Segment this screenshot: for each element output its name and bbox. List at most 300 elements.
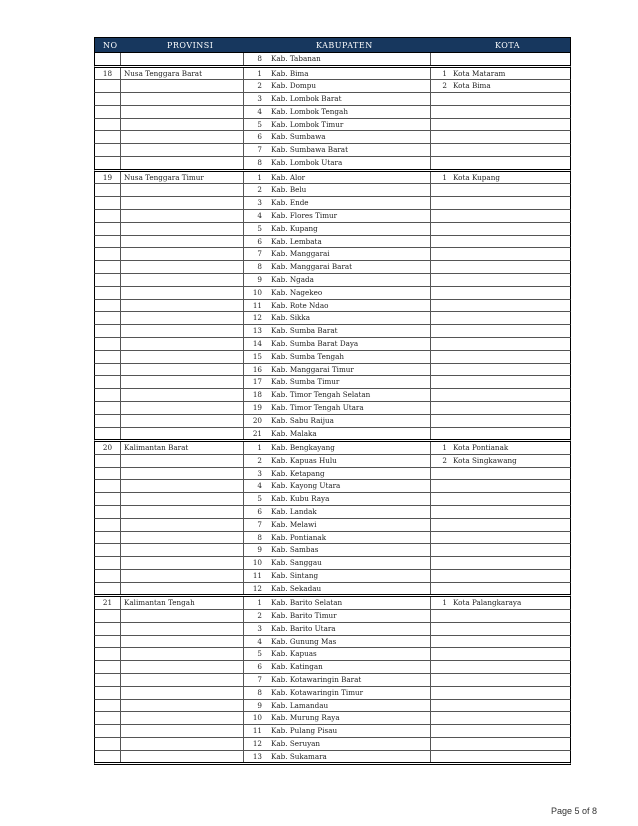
table-row	[94, 131, 571, 144]
kabupaten-name: Kab. Manggarai Timur	[271, 364, 354, 374]
kabupaten-number: 2	[257, 611, 262, 621]
table-row	[94, 544, 571, 557]
table-row	[94, 636, 571, 649]
table-row	[94, 700, 571, 713]
column-divider	[120, 184, 121, 196]
column-divider	[243, 68, 244, 80]
kabupaten-name: Kab. Manggarai	[271, 249, 330, 259]
kabupaten-number: 3	[257, 468, 262, 478]
kabupaten-name: Kab. Nagekeo	[271, 287, 323, 297]
table-row	[94, 236, 571, 249]
kabupaten-number: 13	[252, 326, 262, 336]
kabupaten-name: Kab. Kotawaringin Timur	[271, 687, 364, 697]
header-no: NO	[103, 41, 118, 50]
kabupaten-number: 8	[257, 262, 262, 272]
column-divider	[243, 623, 244, 635]
kabupaten-number: 6	[257, 662, 262, 672]
column-divider	[430, 661, 431, 673]
kabupaten-number: 1	[257, 598, 262, 608]
table-header	[94, 37, 571, 53]
kabupaten-number: 8	[257, 158, 262, 168]
kabupaten-number: 4	[257, 481, 262, 491]
kabupaten-name: Kab. Bengkayang	[271, 443, 335, 453]
column-divider	[120, 287, 121, 299]
column-divider	[120, 636, 121, 648]
province-number: 18	[102, 68, 113, 78]
column-divider	[120, 532, 121, 544]
table-row	[94, 455, 571, 468]
column-divider	[120, 364, 121, 376]
column-divider	[120, 583, 121, 595]
kota-name: Kota Mataram	[453, 68, 506, 78]
column-divider	[243, 197, 244, 209]
column-divider	[243, 53, 244, 65]
column-divider	[430, 144, 431, 156]
table-row	[94, 583, 571, 598]
column-divider	[120, 725, 121, 737]
column-divider	[430, 570, 431, 582]
column-divider	[120, 351, 121, 363]
column-divider	[430, 428, 431, 440]
column-divider	[430, 674, 431, 686]
table-row	[94, 184, 571, 197]
header-kabupaten: KABUPATEN	[316, 41, 373, 50]
column-divider	[120, 674, 121, 686]
column-divider	[120, 223, 121, 235]
table-row	[94, 351, 571, 364]
table-row	[94, 402, 571, 415]
column-divider	[430, 172, 431, 184]
column-divider	[243, 738, 244, 750]
column-divider	[243, 287, 244, 299]
table-row	[94, 493, 571, 506]
kabupaten-number: 6	[257, 507, 262, 516]
kabupaten-number: 8	[257, 54, 262, 63]
column-divider	[430, 532, 431, 544]
kabupaten-number: 4	[257, 106, 262, 116]
column-divider	[430, 738, 431, 750]
table-row	[94, 389, 571, 402]
kabupaten-name: Kab. Kapuas	[271, 649, 317, 659]
kabupaten-name: Kab. Ngada	[271, 274, 314, 284]
column-divider	[120, 751, 121, 763]
kota-name: Kota Pontianak	[453, 443, 509, 453]
column-divider	[120, 623, 121, 635]
column-divider	[120, 493, 121, 505]
column-divider	[243, 583, 244, 595]
column-divider	[120, 312, 121, 324]
column-divider	[243, 236, 244, 248]
table-row	[94, 300, 571, 313]
column-divider	[243, 480, 244, 492]
table-row	[94, 597, 571, 610]
column-divider	[120, 415, 121, 427]
kabupaten-name: Kab. Sumba Barat Daya	[271, 338, 359, 348]
column-divider	[430, 131, 431, 143]
kota-number: 2	[442, 81, 447, 91]
column-divider	[430, 325, 431, 337]
table-row	[94, 428, 571, 443]
column-divider	[430, 700, 431, 712]
column-divider	[243, 493, 244, 505]
kabupaten-name: Kab. Barito Selatan	[271, 598, 343, 608]
column-divider	[243, 597, 244, 609]
column-divider	[430, 248, 431, 260]
column-divider	[120, 544, 121, 556]
column-divider	[430, 261, 431, 273]
column-divider	[430, 623, 431, 635]
province-name: Nusa Tenggara Timur	[124, 172, 204, 182]
column-divider	[120, 248, 121, 260]
column-divider	[430, 119, 431, 131]
kabupaten-number: 12	[252, 313, 262, 323]
kabupaten-number: 9	[257, 274, 262, 284]
kabupaten-name: Kab. Sumbawa	[271, 132, 326, 142]
table-row	[94, 261, 571, 274]
kabupaten-number: 21	[252, 428, 262, 438]
column-divider	[120, 389, 121, 401]
kabupaten-name: Kab. Kayong Utara	[271, 481, 341, 491]
kabupaten-number: 5	[257, 119, 262, 129]
column-divider	[243, 172, 244, 184]
table-row	[94, 557, 571, 570]
column-divider	[243, 725, 244, 737]
column-divider	[430, 557, 431, 569]
column-divider	[243, 751, 244, 763]
table-row	[94, 338, 571, 351]
column-divider	[243, 442, 244, 454]
kabupaten-number: 3	[257, 198, 262, 208]
column-divider	[430, 157, 431, 169]
column-divider	[430, 287, 431, 299]
header-provinsi: PROVINSI	[167, 41, 214, 50]
column-divider	[243, 325, 244, 337]
kabupaten-name: Kab. Alor	[271, 172, 306, 182]
kabupaten-name: Kab. Lombok Tengah	[271, 106, 348, 116]
column-divider	[120, 687, 121, 699]
column-divider	[120, 157, 121, 169]
kabupaten-number: 2	[257, 81, 262, 91]
column-divider	[243, 636, 244, 648]
table-row	[94, 119, 571, 132]
province-number: 21	[102, 598, 113, 608]
column-divider	[430, 338, 431, 350]
column-divider	[430, 636, 431, 648]
column-divider	[430, 583, 431, 595]
kabupaten-name: Kab. Timor Tengah Selatan	[271, 390, 371, 400]
kabupaten-name: Kab. Lombok Timur	[271, 119, 344, 129]
kabupaten-number: 8	[257, 687, 262, 697]
column-divider	[243, 557, 244, 569]
kabupaten-number: 20	[252, 415, 262, 425]
column-divider	[120, 428, 121, 440]
column-divider	[120, 455, 121, 467]
column-divider	[120, 131, 121, 143]
column-divider	[430, 648, 431, 660]
table-row	[94, 106, 571, 119]
kota-name: Kota Singkawang	[453, 455, 517, 465]
table-row	[94, 687, 571, 700]
kabupaten-name: Kab. Sumbawa Barat	[271, 145, 348, 155]
column-divider	[430, 223, 431, 235]
table-row	[94, 532, 571, 545]
column-divider	[243, 364, 244, 376]
column-divider	[430, 300, 431, 312]
table-row	[94, 172, 571, 185]
column-divider	[243, 184, 244, 196]
kabupaten-name: Kab. Flores Timur	[271, 210, 338, 220]
kabupaten-number: 1	[257, 443, 262, 453]
kabupaten-number: 7	[257, 675, 262, 685]
column-divider	[243, 93, 244, 105]
column-divider	[430, 442, 431, 454]
kabupaten-name: Kab. Sumba Tengah	[271, 351, 344, 361]
column-divider	[430, 53, 431, 65]
kota-name: Kota Palangkaraya	[453, 598, 522, 608]
kabupaten-number: 1	[257, 172, 262, 182]
column-divider	[243, 274, 244, 286]
kabupaten-name: Kab. Barito Timur	[271, 611, 337, 621]
kabupaten-number: 11	[252, 570, 262, 580]
column-divider	[120, 738, 121, 750]
column-divider	[120, 700, 121, 712]
kabupaten-name: Kab. Pontianak	[271, 532, 327, 542]
column-divider	[430, 274, 431, 286]
column-divider	[120, 274, 121, 286]
kabupaten-name: Kab. Tabanan	[271, 54, 321, 63]
column-divider	[243, 506, 244, 518]
column-divider	[430, 364, 431, 376]
kabupaten-number: 18	[252, 390, 262, 400]
kabupaten-name: Kab. Sintang	[271, 570, 319, 580]
column-divider	[430, 80, 431, 92]
column-divider	[430, 544, 431, 556]
column-divider	[120, 661, 121, 673]
kabupaten-number: 6	[257, 236, 262, 246]
kabupaten-number: 12	[252, 583, 262, 593]
kabupaten-number: 10	[252, 287, 262, 297]
kabupaten-name: Kab. Sekadau	[271, 583, 322, 593]
kabupaten-number: 10	[252, 558, 262, 568]
column-divider	[243, 351, 244, 363]
column-divider	[430, 725, 431, 737]
kabupaten-name: Kab. Lombok Utara	[271, 158, 343, 168]
column-divider	[120, 93, 121, 105]
table-row	[94, 738, 571, 751]
kabupaten-name: Kab. Sukamara	[271, 751, 327, 761]
kabupaten-name: Kab. Murung Raya	[271, 713, 340, 723]
column-divider	[120, 106, 121, 118]
table-row	[94, 210, 571, 223]
column-divider	[243, 687, 244, 699]
kota-number: 2	[442, 455, 447, 465]
column-divider	[430, 712, 431, 724]
table-row	[94, 506, 571, 519]
kabupaten-number: 14	[252, 338, 262, 348]
kabupaten-number: 8	[257, 532, 262, 542]
kota-number: 1	[442, 598, 447, 608]
column-divider	[430, 468, 431, 480]
column-divider	[120, 172, 121, 184]
column-divider	[120, 519, 121, 531]
table-row	[94, 610, 571, 623]
table-row	[94, 157, 571, 172]
kabupaten-number: 3	[257, 94, 262, 104]
kabupaten-number: 10	[252, 713, 262, 723]
kabupaten-name: Kab. Pulang Pisau	[271, 726, 338, 736]
kota-name: Kota Kupang	[453, 172, 500, 182]
kabupaten-name: Kab. Bima	[271, 68, 309, 78]
table-row	[94, 519, 571, 532]
column-divider	[120, 376, 121, 388]
table-row	[94, 674, 571, 687]
column-divider	[243, 700, 244, 712]
table-row	[94, 648, 571, 661]
table-row	[94, 415, 571, 428]
kabupaten-name: Kab. Malaka	[271, 428, 317, 438]
kabupaten-number: 7	[257, 145, 262, 155]
column-divider	[120, 338, 121, 350]
page-number: Page 5 of 8	[550, 806, 597, 816]
column-divider	[243, 674, 244, 686]
kabupaten-name: Kab. Sumba Barat	[271, 326, 338, 336]
column-divider	[243, 415, 244, 427]
table-row	[94, 53, 571, 68]
kabupaten-name: Kab. Kotawaringin Barat	[271, 675, 362, 685]
column-divider	[243, 532, 244, 544]
column-divider	[243, 402, 244, 414]
kabupaten-number: 5	[257, 649, 262, 659]
table-row	[94, 364, 571, 377]
province-name: Kalimantan Tengah	[124, 598, 195, 608]
table-row	[94, 248, 571, 261]
column-divider	[120, 597, 121, 609]
kabupaten-number: 11	[252, 726, 262, 736]
table-row	[94, 661, 571, 674]
column-divider	[120, 261, 121, 273]
table-row	[94, 68, 571, 81]
column-divider	[120, 119, 121, 131]
column-divider	[243, 248, 244, 260]
column-divider	[120, 144, 121, 156]
kabupaten-name: Kab. Ende	[271, 198, 309, 208]
table-row	[94, 376, 571, 389]
kabupaten-name: Kab. Dompu	[271, 81, 316, 91]
kabupaten-name: Kab. Kapuas Hulu	[271, 455, 337, 465]
kabupaten-number: 2	[257, 185, 262, 195]
table-row	[94, 468, 571, 481]
column-divider	[243, 210, 244, 222]
column-divider	[430, 415, 431, 427]
column-divider	[120, 557, 121, 569]
column-divider	[243, 376, 244, 388]
kabupaten-name: Kab. Lombok Barat	[271, 94, 342, 104]
column-divider	[243, 144, 244, 156]
kabupaten-name: Kab. Barito Utara	[271, 623, 336, 633]
kota-name: Kota Bima	[453, 81, 491, 91]
table-row	[94, 712, 571, 725]
column-divider	[430, 389, 431, 401]
column-divider	[120, 80, 121, 92]
kabupaten-number: 15	[252, 351, 262, 361]
column-divider	[120, 197, 121, 209]
column-divider	[243, 661, 244, 673]
column-divider	[120, 480, 121, 492]
table-row	[94, 80, 571, 93]
column-divider	[120, 570, 121, 582]
kabupaten-number: 4	[257, 636, 262, 646]
kabupaten-number: 9	[257, 700, 262, 710]
column-divider	[243, 389, 244, 401]
kota-number: 1	[442, 172, 447, 182]
region-table	[94, 37, 571, 765]
column-divider	[243, 157, 244, 169]
province-number: 19	[102, 172, 113, 182]
kabupaten-name: Kab. Belu	[271, 185, 307, 195]
table-row	[94, 623, 571, 636]
column-divider	[430, 106, 431, 118]
column-divider	[430, 519, 431, 531]
column-divider	[430, 506, 431, 518]
column-divider	[430, 493, 431, 505]
table-row	[94, 570, 571, 583]
table-row	[94, 223, 571, 236]
kabupaten-number: 19	[252, 402, 262, 412]
column-divider	[430, 184, 431, 196]
header-kota: KOTA	[495, 41, 520, 50]
table-row	[94, 144, 571, 157]
column-divider	[243, 312, 244, 324]
column-divider	[243, 119, 244, 131]
kota-number: 1	[442, 68, 447, 78]
kabupaten-name: Kab. Sambas	[271, 545, 319, 555]
kabupaten-number: 17	[252, 377, 262, 387]
kabupaten-number: 11	[252, 300, 262, 310]
column-divider	[120, 402, 121, 414]
kabupaten-number: 2	[257, 455, 262, 465]
column-divider	[243, 544, 244, 556]
column-divider	[243, 712, 244, 724]
kota-number: 1	[442, 443, 447, 453]
kabupaten-number: 1	[257, 68, 262, 78]
column-divider	[430, 93, 431, 105]
kabupaten-number: 4	[257, 210, 262, 220]
table-row	[94, 274, 571, 287]
column-divider	[243, 570, 244, 582]
column-divider	[430, 68, 431, 80]
kabupaten-number: 9	[257, 545, 262, 555]
kabupaten-number: 3	[257, 623, 262, 633]
kabupaten-name: Kab. Melawi	[271, 519, 317, 529]
kabupaten-name: Kab. Katingan	[271, 662, 323, 672]
column-divider	[243, 648, 244, 660]
kabupaten-name: Kab. Lamandau	[271, 700, 329, 710]
column-divider	[120, 53, 121, 65]
column-divider	[120, 68, 121, 80]
column-divider	[243, 519, 244, 531]
column-divider	[430, 402, 431, 414]
column-divider	[430, 597, 431, 609]
kabupaten-name: Kab. Sanggau	[271, 558, 322, 568]
column-divider	[430, 376, 431, 388]
column-divider	[120, 506, 121, 518]
kabupaten-number: 5	[257, 494, 262, 504]
column-divider	[243, 106, 244, 118]
column-divider	[430, 236, 431, 248]
table-row	[94, 480, 571, 493]
column-divider	[120, 610, 121, 622]
column-divider	[430, 480, 431, 492]
